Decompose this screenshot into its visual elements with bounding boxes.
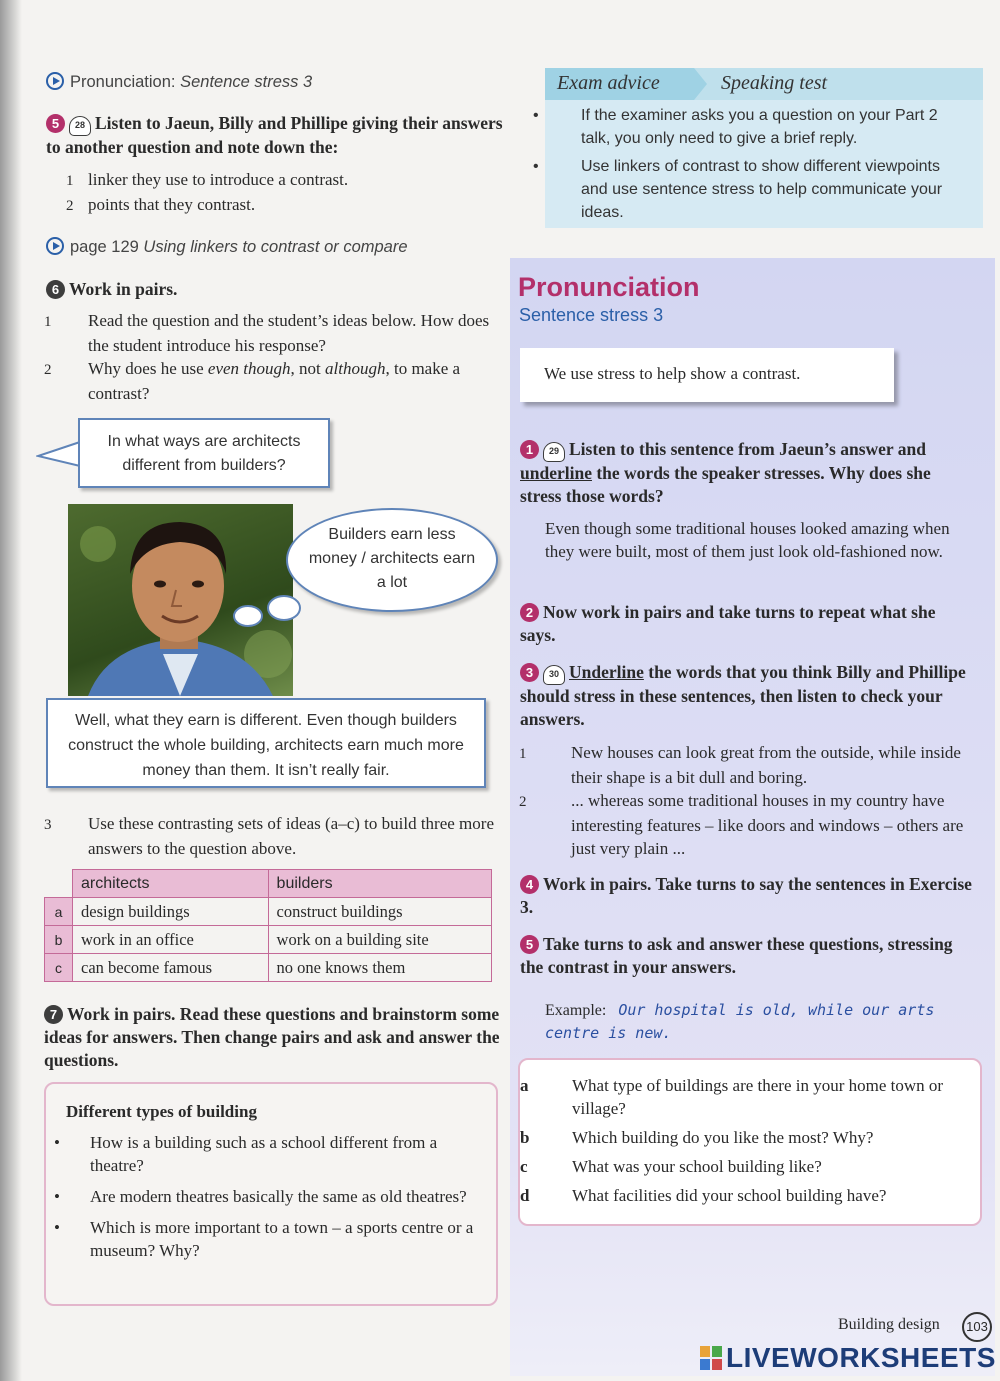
exercise-number-7: 7	[44, 1005, 63, 1024]
audio-track-icon[interactable]: 29	[543, 442, 565, 462]
table-row: c can become famous no one knows them	[45, 954, 492, 982]
exam-advice-tag: Exam advice	[557, 72, 660, 94]
exercise-6-items	[44, 309, 504, 405]
audio-track-icon[interactable]: 28	[69, 116, 91, 136]
column-header: architects	[73, 870, 269, 898]
exercise-number-5: 5	[46, 114, 65, 133]
list-item: 2 points that they contrast.	[66, 195, 256, 214]
exam-advice-list	[533, 104, 967, 224]
thought-bubble-dots	[228, 590, 328, 630]
list-item: • Are modern theatres basically the same as old theatres?	[54, 1187, 467, 1206]
list-item: • Use linkers of contrast to show different viewpoints and use sentence stress to help communicate your ideas.	[533, 158, 943, 221]
list-item: d What facilities did your school building have?	[520, 1186, 887, 1205]
list-item: • Which is more important to a town – a sports centre or a museum? Why?	[54, 1218, 474, 1260]
table-row: b work in an office work on a building site	[45, 926, 492, 954]
exercise-6-instruction: 6 Work in pairs.	[46, 278, 177, 301]
pronunciation-subtitle: Sentence stress 3	[519, 305, 664, 325]
pron-exercise-3-list	[519, 741, 977, 860]
audio-track-icon[interactable]: 30	[543, 665, 565, 685]
list-item: 1 New houses can look great from the outside, while inside their shape is a bit dull and boring.	[519, 743, 961, 787]
list-item: a What type of buildings are there in your home town or village?	[520, 1076, 944, 1118]
question-speech-bubble: In what ways are architects different from builders?	[78, 418, 330, 488]
building-questions-box	[44, 1082, 498, 1306]
pronunciation-rule-box: We use stress to help show a contrast.	[520, 348, 894, 402]
list-item: b Which building do you like the most? Why?	[520, 1128, 874, 1147]
page-number: 103	[962, 1312, 992, 1342]
exercise-number-2: 2	[520, 603, 539, 622]
thought-bubble-text: Builders earn less money / architects earn a lot	[308, 526, 476, 591]
handwritten-example: Our hospital is old, while our arts centre is new.	[545, 1001, 935, 1042]
exercise-number-1: 1	[520, 440, 539, 459]
exercise-7-instruction: 7 Work in pairs. Read these questions and brainstorm some ideas for answers. Then change pairs and ask and answer the questions.	[44, 1004, 500, 1070]
book-spine-shadow	[0, 0, 22, 1381]
exam-advice-box	[533, 68, 983, 228]
exercise-5-instruction: 5 28 Listen to Jaeun, Billy and Phillipe giving their answers to another question and note down the:	[46, 113, 503, 157]
exam-advice-title: Speaking test	[721, 72, 828, 94]
list-item: 1 linker they use to introduce a contrast.	[66, 170, 349, 189]
pron-exercise-3: 3 30 Underline the words that you think Billy and Phillipe should stress in these sentences, then listen to check your answers.	[520, 662, 966, 729]
list-item: • How is a building such as a school different from a theatre?	[54, 1133, 438, 1175]
example-answer: Example: Our hospital is old, while our arts centre is new.	[545, 1001, 935, 1042]
list-item: 2 ... whereas some traditional houses in my country have interesting features – like doors and windows – others are just very plain ...	[519, 791, 964, 858]
contrast-ideas-table	[44, 869, 492, 982]
pron-exercise-1-sentence: Even though some traditional houses looked amazing when they were built, most of them just look old-fashioned now.	[545, 519, 950, 561]
page-reference[interactable]: page 129 Using linkers to contrast or compare	[46, 237, 408, 257]
exercise-5-list	[66, 168, 506, 218]
table-header-row	[45, 870, 492, 898]
list-item: 2 Why does he use even though, not although, to make a contrast?	[44, 359, 461, 403]
pronunciation-title: Pronunciation	[518, 272, 700, 302]
pron-exercise-5: 5 Take turns to ask and answer these questions, stressing the contrast in your answers.	[520, 934, 953, 977]
exercise-number-4: 4	[520, 875, 539, 894]
footer-section-title: Building design	[838, 1316, 940, 1333]
liveworksheets-logo-icon	[700, 1346, 722, 1370]
box-title: Different types of building	[66, 1102, 257, 1121]
table-row: a design buildings construct buildings	[45, 898, 492, 926]
arrow-circle-icon	[46, 72, 64, 90]
arrow-circle-icon	[46, 237, 64, 255]
list-item: 3 Use these contrasting sets of ideas (a–c) to build three more answers to the question above.	[44, 814, 494, 858]
list-item: c What was your school building like?	[520, 1157, 822, 1176]
questions-box	[518, 1058, 982, 1226]
pronunciation-reference[interactable]: Pronunciation: Sentence stress 3	[46, 72, 312, 92]
exercise-number-6: 6	[46, 280, 65, 299]
exercise-6-item-3	[44, 812, 506, 860]
column-header: builders	[268, 870, 491, 898]
list-item: • If the examiner asks you a question on your Part 2 talk, you only need to give a brief reply.	[533, 107, 938, 147]
liveworksheets-watermark[interactable]: LIVEWORKSHEETS	[726, 1342, 996, 1373]
exercise-number-5b: 5	[520, 935, 539, 954]
pron-exercise-2: 2 Now work in pairs and take turns to repeat what she says.	[520, 602, 936, 645]
list-item: 1 Read the question and the student’s ideas below. How does the student introduce his response?	[44, 311, 490, 355]
student-answer-box: Well, what they earn is different. Even though builders construct the whole building, architects earn much more money than them. It isn’t really fair.	[46, 698, 486, 788]
pron-exercise-4: 4 Work in pairs. Take turns to say the sentences in Exercise 3.	[520, 874, 972, 917]
pron-exercise-1: 1 29 Listen to this sentence from Jaeun’s answer and underline the words the speaker stresses. Why does she stress those words?	[520, 439, 931, 506]
exercise-number-3: 3	[520, 663, 539, 682]
